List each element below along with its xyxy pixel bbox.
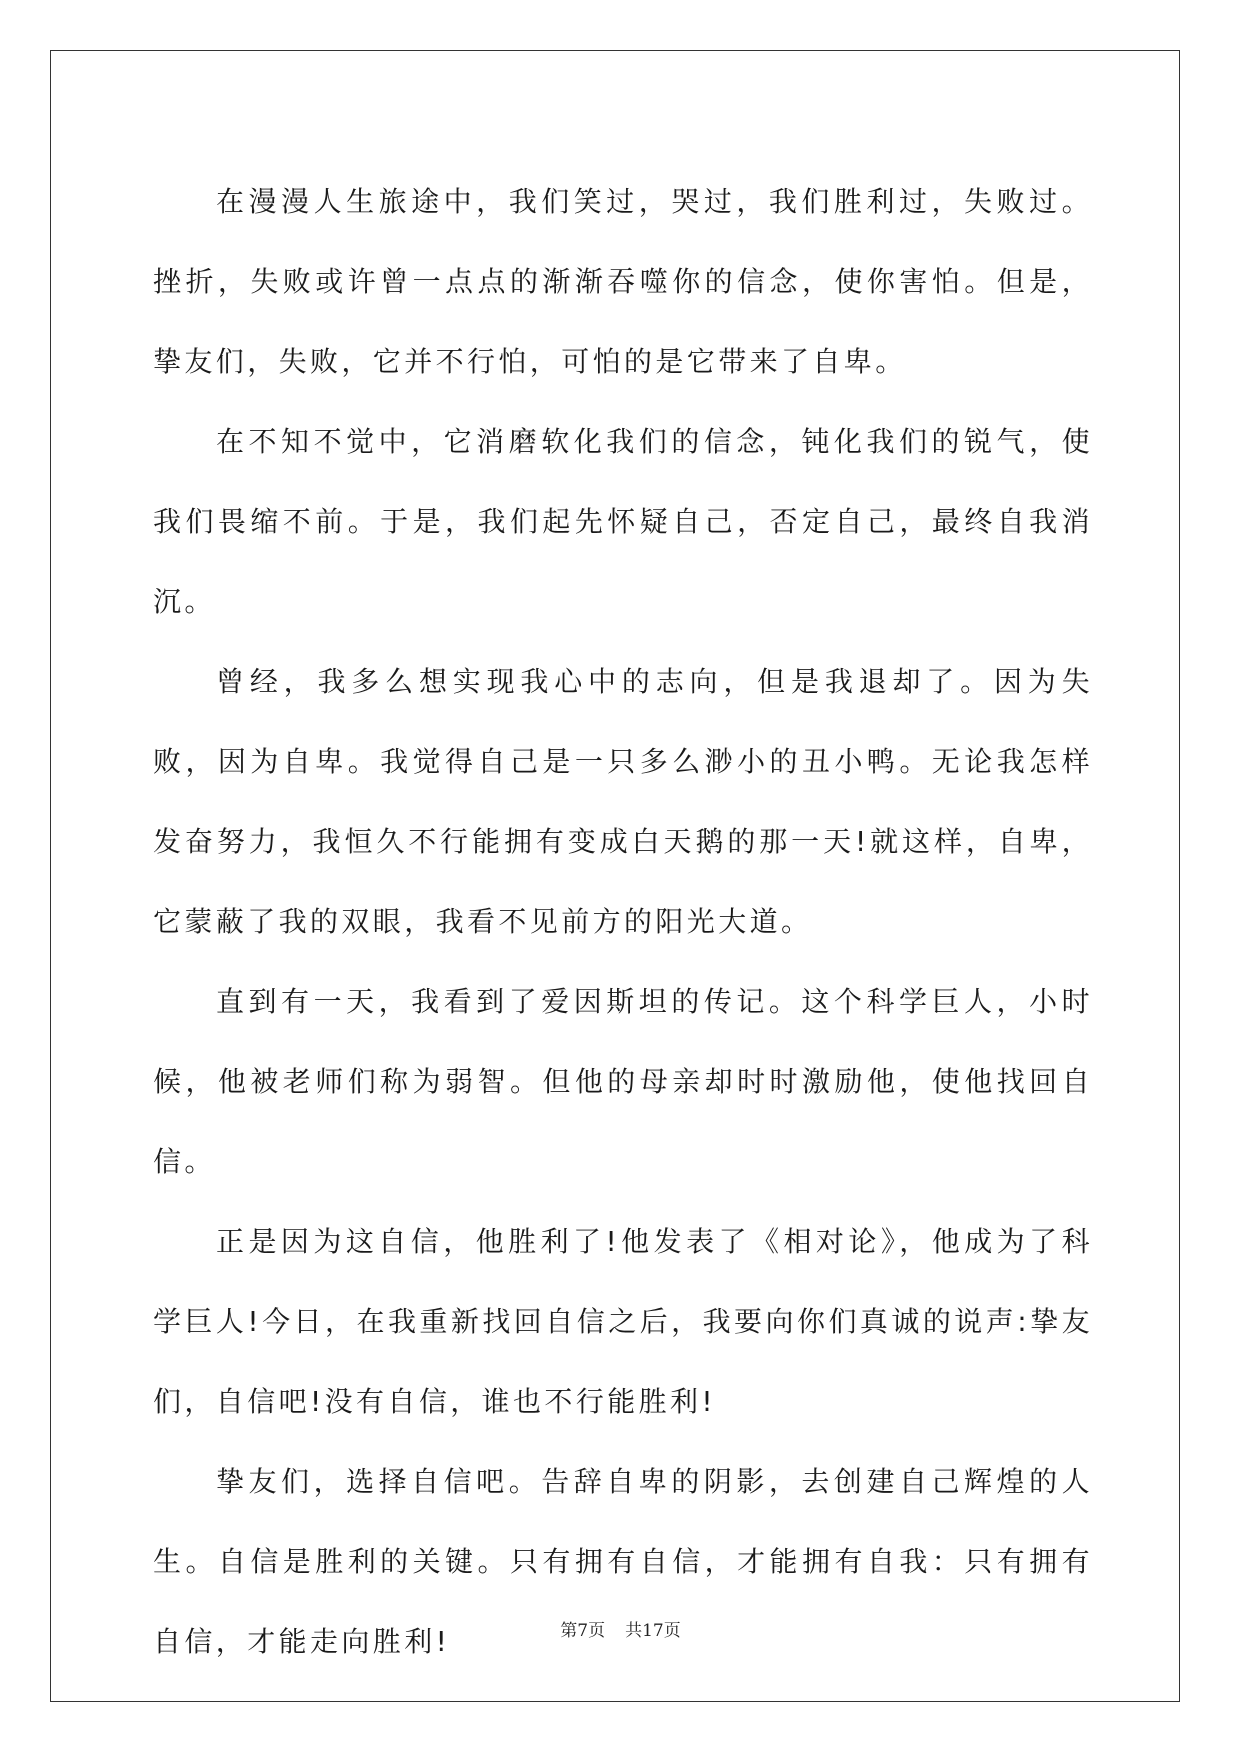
page-total: 共17页 <box>625 1621 681 1641</box>
paragraph-6: 挚友们，选择自信吧。告辞自卑的阴影，去创建自己辉煌的人生。自信是胜利的关键。只有拥有自信，才能拥有自我：只有拥有自信，才能走向胜利! <box>153 1465 1093 1658</box>
paragraph-2: 在不知不觉中，它消磨软化我们的信念，钝化我们的锐气，使我们畏缩不前。于是，我们起先怀疑自己，否定自己，最终自我消沉。 <box>153 425 1093 618</box>
document-body <box>153 162 1093 1682</box>
page-number: 第7页 <box>560 1621 606 1641</box>
paragraph-1: 在漫漫人生旅途中，我们笑过，哭过，我们胜利过，失败过。挫折，失败或许曾一点点的渐渐吞噬你的信念，使你害怕。但是，挚友们，失败，它并不行怕，可怕的是它带来了自卑。 <box>153 185 1093 378</box>
paragraph-3: 曾经，我多么想实现我心中的志向，但是我退却了。因为失败，因为自卑。我觉得自己是一只多么渺小的丑小鸭。无论我怎样发奋努力，我恒久不行能拥有变成白天鹅的那一天!就这样，自卑，它蒙蔽了我的双眼，我看不见前方的阳光大道。 <box>153 665 1093 938</box>
page-footer <box>0 1616 1241 1641</box>
paragraph-5: 正是因为这自信，他胜利了!他发表了《相对论》，他成为了科学巨人!今日，在我重新找回自信之后，我要向你们真诚的说声:挚友们，自信吧!没有自信，谁也不行能胜利! <box>153 1225 1093 1418</box>
paragraph-4: 直到有一天，我看到了爱因斯坦的传记。这个科学巨人，小时候，他被老师们称为弱智。但他的母亲却时时激励他，使他找回自信。 <box>153 985 1093 1178</box>
